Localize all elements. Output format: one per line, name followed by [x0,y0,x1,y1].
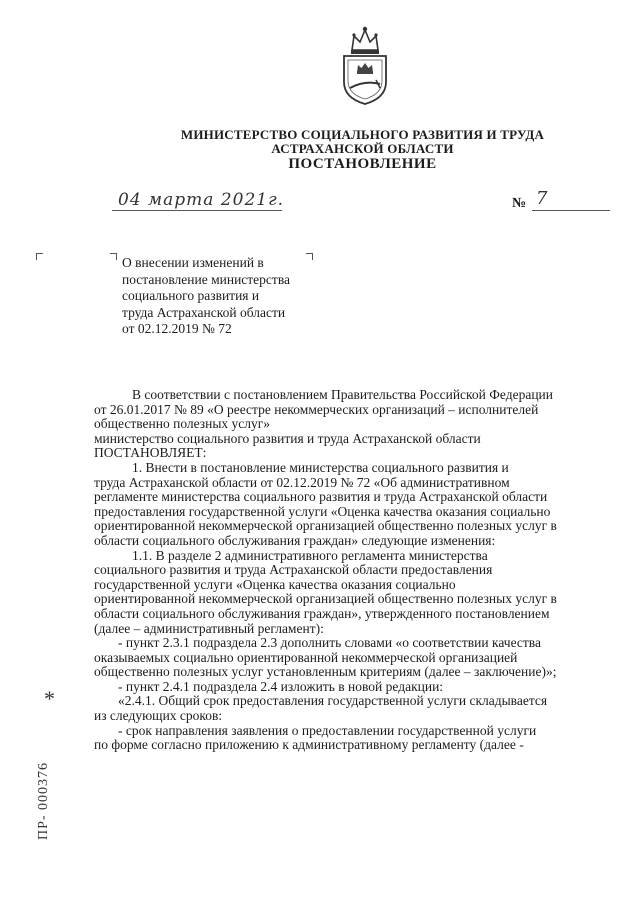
body-line: государственной услуги «Оценка качества оказания социально [94,577,456,592]
document-body [94,388,614,753]
subject-line: социального развития и [122,288,260,303]
body-line: по форме согласно приложению к административному регламенту (далее - [94,738,524,753]
ministry-name [140,128,585,156]
subject-line: постановление министерства [122,271,291,287]
body-line: из следующих сроков: [94,709,223,724]
body-line: 1. Внести в постановление министерства социального развития и [132,460,509,475]
body-line: общественно полезных услуг» [94,417,271,432]
corner-mark-subject-left [110,253,117,260]
body-line: от 26.01.2017 № 89 «О реестре некоммерческих организаций – исполнителей [94,402,539,417]
body-line: регламенте министерства социального развития и труда Астраханской области [94,490,548,505]
body-line: В соответствии с постановлением Правительства Российской Федерации [132,388,554,402]
body-line: (далее – административный регламент): [94,621,324,636]
margin-document-code: ПР- 000376 [36,761,51,840]
body-line: предоставления государственной услуги «Оценка качества оказания социально [94,504,551,519]
body-line: - срок направления заявления о предоставлении государственной услуги [118,723,537,738]
subject-line: от 02.12.2019 № 72 [122,321,232,336]
document-type-title: ПОСТАНОВЛЕНИЕ [288,156,437,172]
body-line: труда Астраханской области от 02.12.2019 № 72 «Об административном [94,475,510,490]
number-underline [532,210,610,211]
subject-line: труда Астраханской области [122,304,286,320]
ministry-name-line2: АСТРАХАНСКОЙ ОБЛАСТИ [271,141,454,156]
body-line: оказываемых социально ориентированной некоммерческой организацией [94,650,518,665]
body-line: министерство социального развития и труда Астраханской области [94,431,481,446]
body-line: области социального обслуживания граждан» следующие изменения: [94,533,496,548]
subject-block [122,255,316,338]
body-line: ПОСТАНОВЛЯЕТ: [94,446,207,461]
body-line: «2.4.1. Общий срок предоставления государственной услуги складывается [118,694,548,709]
corner-mark-left [36,253,43,260]
handwritten-number: 7 [536,188,548,209]
date-underline [112,210,282,211]
body-line: - пункт 2.4.1 подраздела 2.4 изложить в новой редакции: [118,679,444,694]
margin-star-mark: * [44,686,55,711]
handwritten-date: 04 марта 2021г. [118,190,285,210]
body-line: ориентированной некоммерческой организацией общественно полезных услуг в [94,519,557,534]
coat-of-arms-emblem [336,22,394,108]
body-line: 1.1. В разделе 2 административного регламента министерства [132,548,488,563]
body-line: ориентированной некоммерческой организацией общественно полезных услуг в [94,592,557,607]
body-line: общественно полезных услуг установленным критериям (далее – заключение)»; [94,665,557,680]
subject-line: О внесении изменений в [122,255,264,270]
body-line: области социального обслуживания граждан», утвержденного постановлением [94,606,550,621]
body-line: социального развития и труда Астраханской области предоставления [94,563,493,578]
body-line: - пункт 2.3.1 подраздела 2.3 дополнить словами «о соответствии качества [118,636,541,651]
number-label: № [512,196,527,211]
ministry-name-line1: МИНИСТЕРСТВО СОЦИАЛЬНОГО РАЗВИТИЯ И ТРУДА [180,127,545,142]
